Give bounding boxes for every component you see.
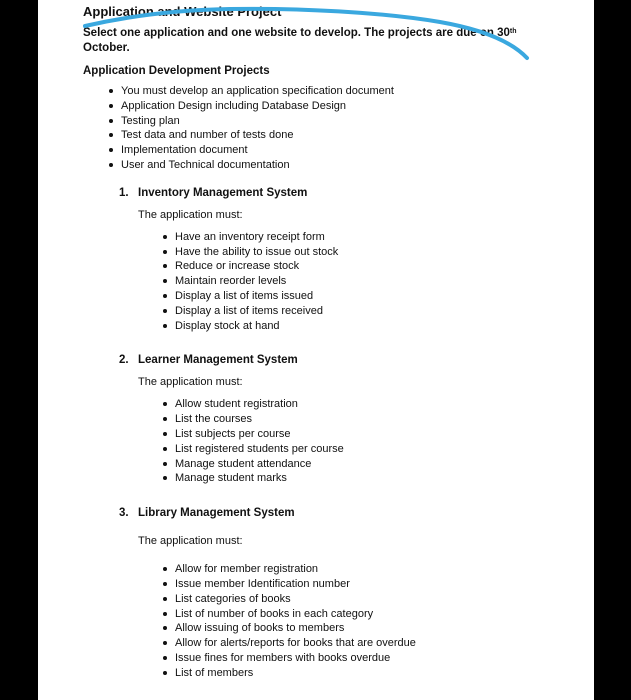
list-item: Allow for member registration <box>175 562 588 577</box>
list-item: Allow issuing of books to members <box>175 621 588 636</box>
list-item: List of members <box>175 666 588 681</box>
list-item: Have the ability to issue out stock <box>175 245 588 260</box>
feature-list <box>83 230 588 334</box>
intro-text: Select one application and one website to develop. The projects are due on 30 <box>83 27 510 39</box>
list-item: Display stock at hand <box>175 319 588 334</box>
list-item: List of number of books in each category <box>175 607 588 622</box>
document-page <box>38 0 594 700</box>
system-inventory <box>83 186 588 334</box>
list-item: Have an inventory receipt form <box>175 230 588 245</box>
list-item: Issue fines for members with books overdue <box>175 651 588 666</box>
list-item: Allow for alerts/reports for books that are overdue <box>175 636 588 651</box>
list-item: Reduce or increase stock <box>175 259 588 274</box>
system-heading <box>83 506 588 521</box>
system-name: Inventory Management System <box>138 186 308 199</box>
system-library <box>83 506 588 680</box>
document-title: Application and Website Project <box>83 4 282 19</box>
list-item: Maintain reorder levels <box>175 274 588 289</box>
list-item: List the courses <box>175 412 588 427</box>
requirements-list <box>83 84 588 173</box>
system-number: 3. <box>119 507 129 520</box>
list-item: Display a list of items issued <box>175 289 588 304</box>
list-item: List subjects per course <box>175 427 588 442</box>
list-item: List registered students per course <box>175 442 588 457</box>
list-item: User and Technical documentation <box>121 158 588 173</box>
list-item: You must develop an application specification document <box>121 84 588 99</box>
list-item: Issue member Identification number <box>175 577 588 592</box>
intro-superscript: th <box>509 28 517 35</box>
list-item: Manage student attendance <box>175 457 588 472</box>
system-learner <box>83 353 588 486</box>
intro-paragraph <box>83 26 588 56</box>
list-item: Application Design including Database Design <box>121 99 588 114</box>
list-item: List categories of books <box>175 592 588 607</box>
feature-list <box>83 562 588 680</box>
list-item: Allow student registration <box>175 397 588 412</box>
list-item: Display a list of items received <box>175 304 588 319</box>
list-item: Manage student marks <box>175 471 588 486</box>
system-heading <box>83 186 588 201</box>
intro-end: October. <box>83 42 130 54</box>
list-item: Test data and number of tests done <box>121 128 588 143</box>
section-heading: Application Development Projects <box>83 65 270 77</box>
document-body <box>83 4 588 681</box>
system-number: 2. <box>119 354 129 367</box>
must-label: The application must: <box>138 535 243 548</box>
system-heading <box>83 353 588 368</box>
system-name: Learner Management System <box>138 354 298 367</box>
system-number: 1. <box>119 186 129 199</box>
must-label: The application must: <box>138 208 243 221</box>
must-label: The application must: <box>138 376 243 389</box>
list-item: Testing plan <box>121 114 588 129</box>
feature-list <box>83 397 588 486</box>
list-item: Implementation document <box>121 143 588 158</box>
system-name: Library Management System <box>138 507 295 520</box>
